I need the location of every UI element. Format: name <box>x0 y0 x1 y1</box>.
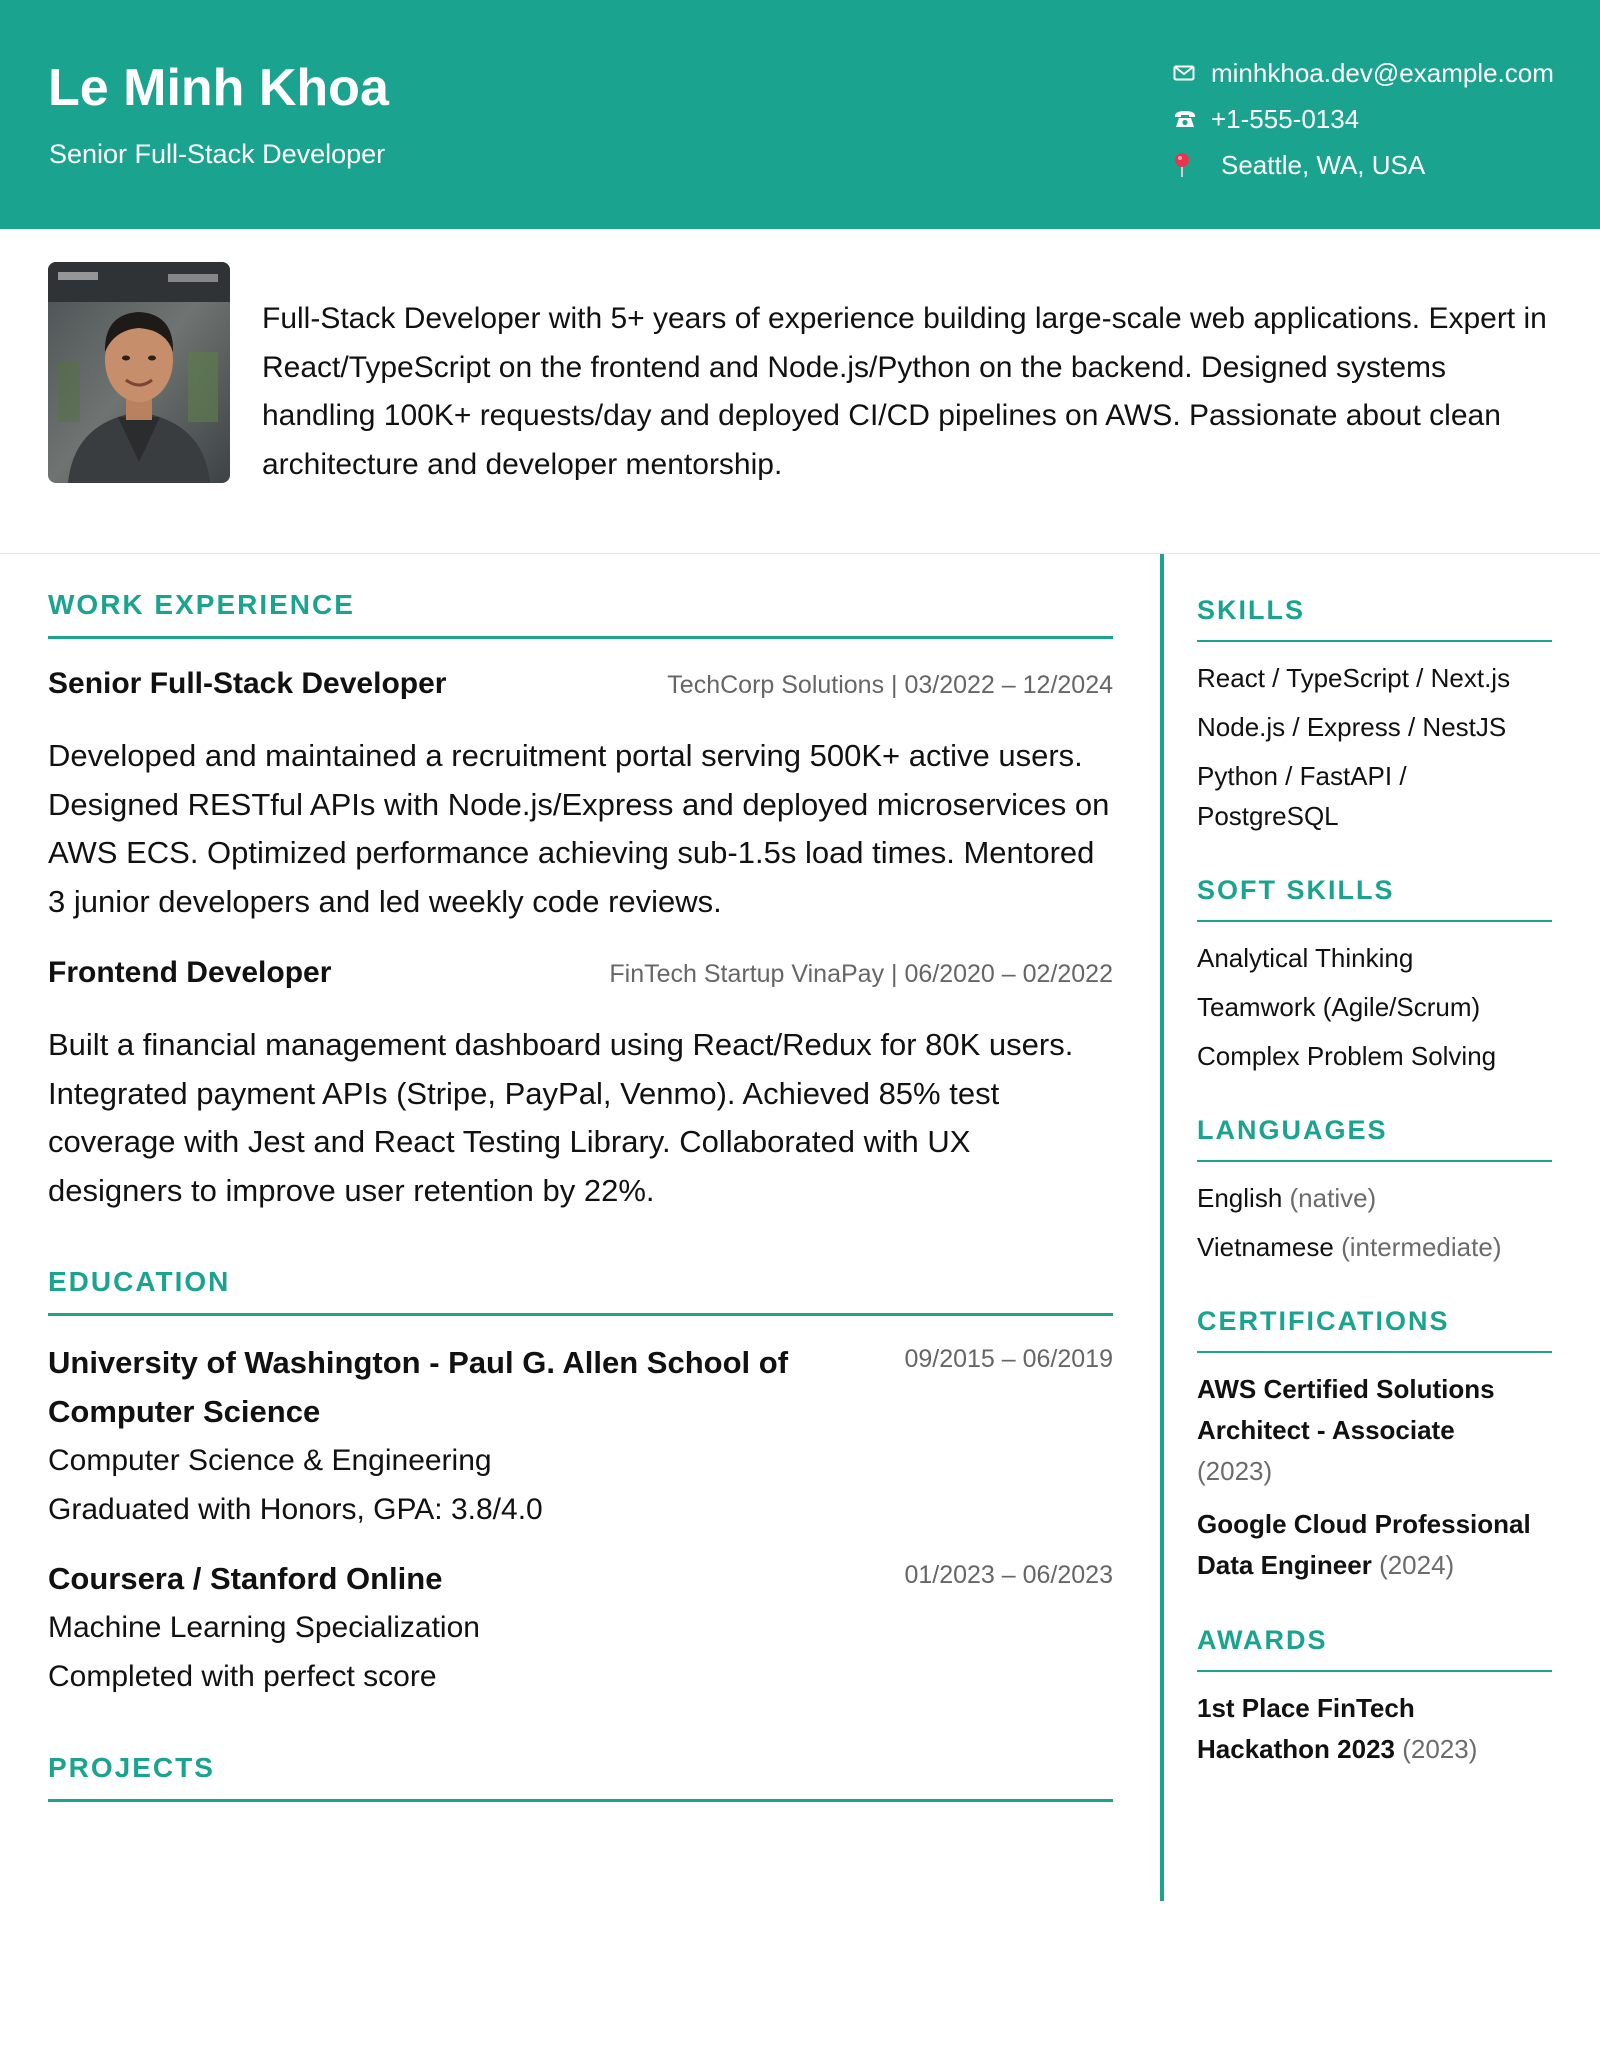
contact-phone[interactable] <box>1173 96 1573 142</box>
contact-info <box>1173 50 1573 188</box>
mail-icon <box>1173 65 1211 81</box>
certification-name: AWS Certified Solutions Architect - Associate <box>1197 1374 1495 1445</box>
main-column <box>48 588 1113 1802</box>
education-note: Completed with perfect score <box>48 1660 437 1693</box>
location-pin-icon <box>1173 152 1221 178</box>
education-school: University of Washington - Paul G. Allen School of Computer Science <box>48 1345 789 1429</box>
soft-skills-block <box>1197 874 1552 1076</box>
education-school: Coursera / Stanford Online <box>48 1561 443 1596</box>
skills-block <box>1197 594 1552 836</box>
awards-block <box>1197 1624 1552 1770</box>
resume-header <box>0 0 1600 229</box>
work-experience-heading: WORK EXPERIENCE <box>48 588 1113 639</box>
education-degree: Computer Science & Engineering <box>48 1444 492 1477</box>
award-year: (2023) <box>1402 1734 1478 1764</box>
job-title: Senior Full-Stack Developer <box>48 667 447 700</box>
skills-heading: SKILLS <box>1197 594 1552 642</box>
job-description: Developed and maintained a recruitment portal serving 500K+ active users. Designed RESTful APIs with Node.js/Express and deployed microservices on AWS ECS. Optimized performance achieving sub-1.5s load times. Mentored 3 junior developers and led weekly code reviews. <box>48 738 1110 919</box>
language-name: English <box>1197 1183 1283 1213</box>
phone-text: +1-555-0134 <box>1211 103 1360 134</box>
job-entry <box>48 952 1113 1215</box>
languages-heading: LANGUAGES <box>1197 1114 1552 1162</box>
candidate-role: Senior Full-Stack Developer <box>49 139 386 169</box>
soft-skills-heading: SOFT SKILLS <box>1197 874 1552 922</box>
certifications-block <box>1197 1305 1552 1586</box>
sidebar <box>1197 594 1552 1782</box>
certification-item <box>1197 1369 1517 1492</box>
contact-email[interactable] <box>1173 50 1573 96</box>
award-item <box>1197 1688 1517 1770</box>
soft-skill-item: Teamwork (Agile/Scrum) <box>1197 992 1481 1022</box>
email-text: minhkhoa.dev@example.com <box>1211 57 1554 88</box>
phone-icon <box>1173 109 1211 129</box>
job-title: Frontend Developer <box>48 956 332 989</box>
soft-skill-item: Analytical Thinking <box>1197 943 1414 973</box>
language-level: (native) <box>1289 1183 1377 1213</box>
soft-skill-item: Complex Problem Solving <box>1197 1041 1497 1071</box>
job-company-dates: TechCorp Solutions | 03/2022 – 12/2024 <box>667 671 1113 699</box>
language-item <box>1197 1178 1552 1218</box>
education-entry <box>48 1338 1113 1534</box>
education-entry <box>48 1554 1113 1701</box>
profile-photo <box>48 262 230 483</box>
education-degree: Machine Learning Specialization <box>48 1611 480 1644</box>
certification-year: (2023) <box>1197 1456 1273 1486</box>
skill-item: Python / FastAPI / PostgreSQL <box>1197 761 1407 831</box>
awards-heading: AWARDS <box>1197 1624 1552 1672</box>
certification-item <box>1197 1504 1552 1586</box>
candidate-name: Le Minh Khoa <box>48 59 389 117</box>
language-name: Vietnamese <box>1197 1232 1334 1262</box>
location-text: Seattle, WA, USA <box>1221 149 1426 180</box>
job-description: Built a financial management dashboard using React/Redux for 80K users. Integrated payment APIs (Stripe, PayPal, Venmo). Achieved 85% test coverage with Jest and React Testing Library. Collaborated with UX designers to improve user retention by 22%. <box>48 1027 1074 1208</box>
education-dates: 09/2015 – 06/2019 <box>904 1345 1113 1373</box>
skill-item: React / TypeScript / Next.js <box>1197 663 1511 693</box>
education-heading: EDUCATION <box>48 1265 1113 1316</box>
contact-location <box>1173 142 1573 188</box>
languages-block <box>1197 1114 1552 1267</box>
award-name: 1st Place FinTech Hackathon 2023 <box>1197 1693 1415 1764</box>
column-divider <box>1160 554 1164 1901</box>
section-divider <box>0 553 1600 554</box>
job-entry <box>48 663 1113 926</box>
projects-heading: PROJECTS <box>48 1751 1113 1802</box>
language-level: (intermediate) <box>1341 1232 1502 1262</box>
education-note: Graduated with Honors, GPA: 3.8/4.0 <box>48 1493 543 1526</box>
certifications-heading: CERTIFICATIONS <box>1197 1305 1552 1353</box>
language-item <box>1197 1227 1552 1267</box>
skill-item: Node.js / Express / NestJS <box>1197 712 1507 742</box>
certification-name: Google Cloud Professional Data Engineer <box>1197 1509 1531 1580</box>
profile-summary: Full-Stack Developer with 5+ years of experience building large-scale web applications. Expert in React/TypeScript on the frontend and Node.js/Python on the backend. Designed systems handling 100K+ requests/day and deployed CI/CD pipelines on AWS. Passionate about clean architecture and developer mentorship. <box>262 302 1547 481</box>
education-dates: 01/2023 – 06/2023 <box>904 1561 1113 1589</box>
job-company-dates: FinTech Startup VinaPay | 06/2020 – 02/2022 <box>609 960 1113 988</box>
certification-year: (2024) <box>1379 1550 1455 1580</box>
